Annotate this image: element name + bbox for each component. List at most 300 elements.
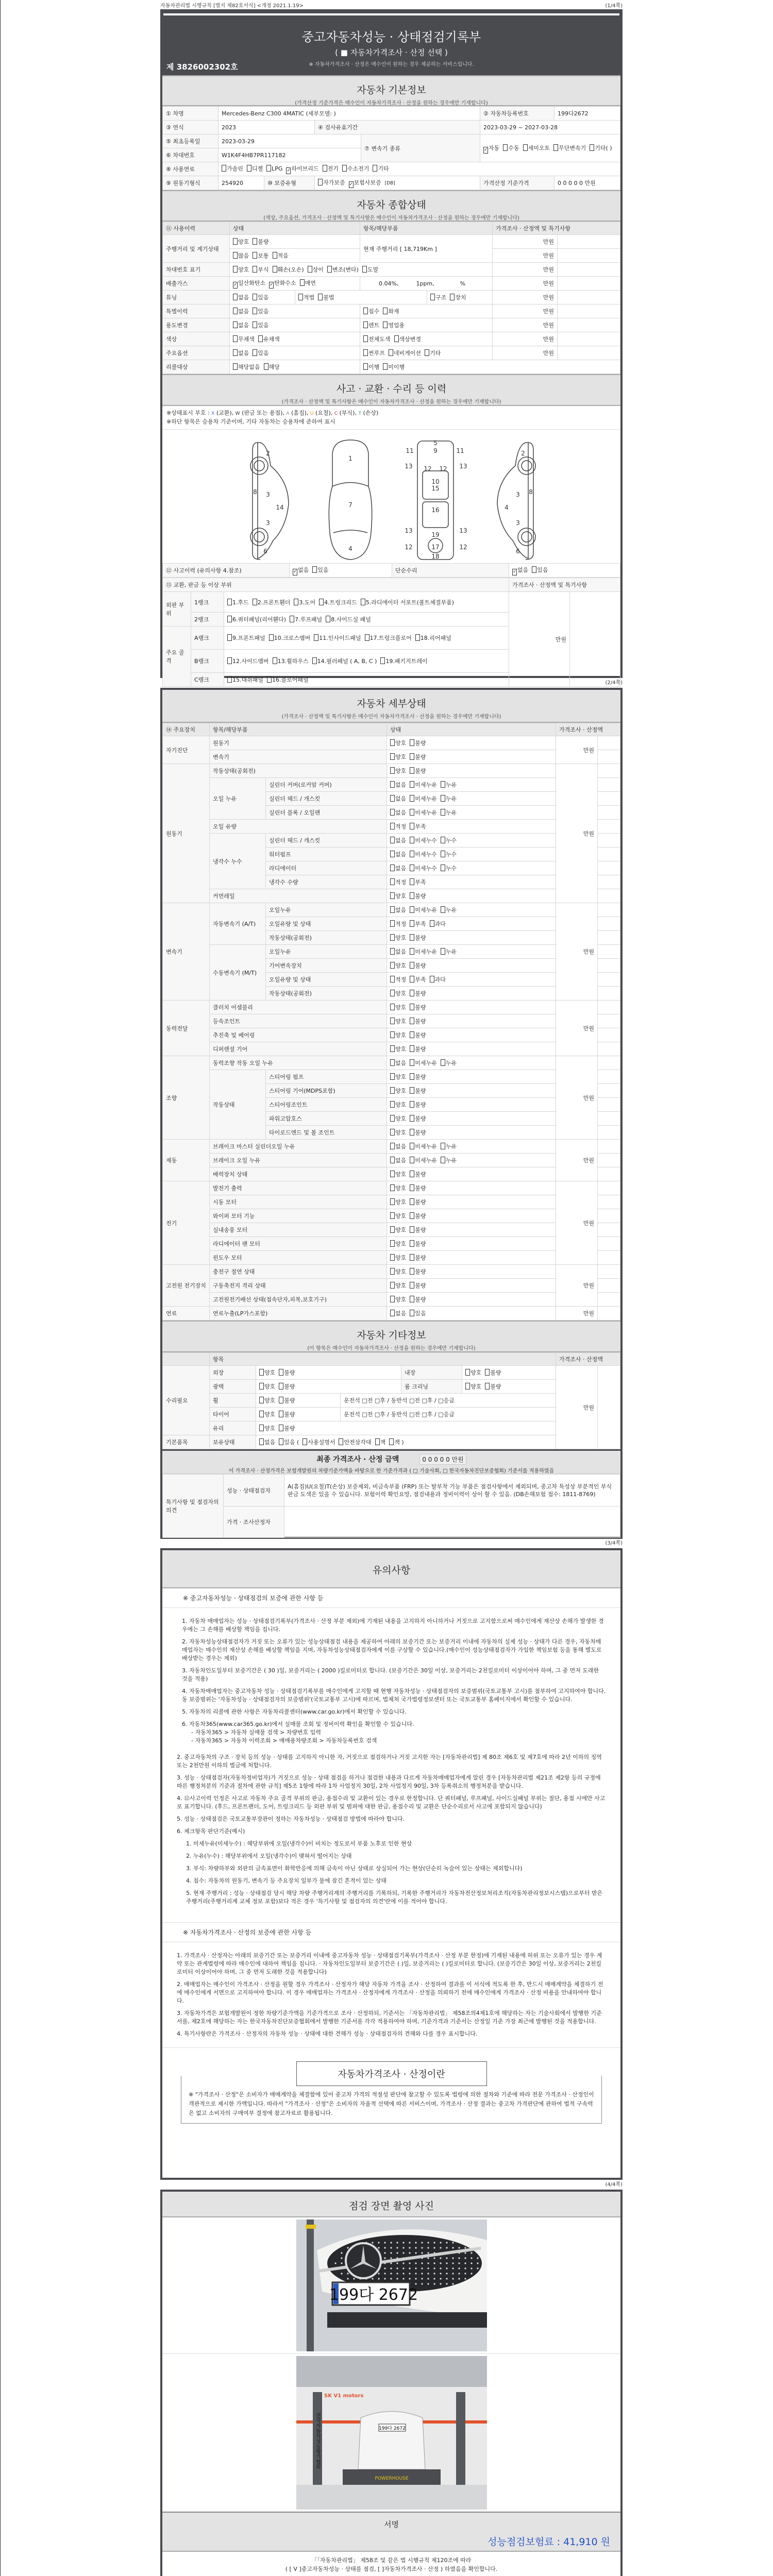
checkbox-option[interactable] xyxy=(410,1087,426,1095)
checkbox-icon[interactable] xyxy=(342,165,347,172)
checkbox-option[interactable] xyxy=(222,164,243,173)
checkbox-icon[interactable] xyxy=(222,165,226,172)
checkbox-option[interactable] xyxy=(373,164,389,173)
checkbox-icon[interactable] xyxy=(390,767,395,774)
checkbox-option[interactable] xyxy=(273,251,289,260)
checkbox-option[interactable] xyxy=(410,1114,426,1123)
checkbox-option[interactable] xyxy=(430,920,446,928)
checkbox-option[interactable] xyxy=(365,634,412,642)
checkbox-icon[interactable] xyxy=(410,1101,414,1108)
checkbox-icon[interactable] xyxy=(233,294,238,300)
checkbox-option[interactable] xyxy=(273,265,304,274)
checkbox-option[interactable] xyxy=(410,1017,426,1025)
checkbox-icon[interactable] xyxy=(410,837,414,843)
checkbox-icon[interactable] xyxy=(485,1383,490,1389)
checkbox-icon[interactable] xyxy=(227,599,232,605)
checkbox-option[interactable] xyxy=(390,1198,406,1206)
checkbox-icon[interactable] xyxy=(253,252,257,259)
checkbox-icon[interactable] xyxy=(312,657,317,664)
checkbox-icon[interactable] xyxy=(259,1383,264,1389)
checkbox-option[interactable] xyxy=(363,349,385,357)
checkbox-option[interactable] xyxy=(390,836,406,844)
checkbox-icon[interactable] xyxy=(590,144,594,151)
checkbox-option[interactable] xyxy=(294,598,315,606)
checkbox-option[interactable] xyxy=(410,1267,426,1276)
checkbox-option[interactable] xyxy=(523,143,550,154)
checkbox-icon[interactable] xyxy=(390,837,395,843)
checkbox-icon[interactable] xyxy=(318,179,323,185)
checkbox-icon[interactable] xyxy=(410,865,414,871)
checkbox-icon[interactable] xyxy=(253,266,257,273)
checkbox-icon[interactable] xyxy=(441,1157,445,1163)
checkbox-icon[interactable] xyxy=(410,990,414,996)
checkbox-option[interactable] xyxy=(233,238,249,246)
checkbox-icon[interactable] xyxy=(279,1369,283,1376)
checkbox-option[interactable] xyxy=(363,307,379,315)
checkbox-icon[interactable] xyxy=(430,976,434,982)
checkbox-icon[interactable] xyxy=(363,335,368,342)
checkbox-icon[interactable] xyxy=(503,144,508,151)
checkbox-option[interactable] xyxy=(390,1017,406,1025)
checkbox-option[interactable] xyxy=(259,1368,275,1377)
checkbox-option[interactable] xyxy=(390,1267,406,1276)
checkbox-option[interactable] xyxy=(441,850,457,858)
checkbox-icon[interactable] xyxy=(390,962,395,969)
checkbox-option[interactable] xyxy=(389,1438,404,1446)
checkbox-icon[interactable] xyxy=(318,294,323,300)
checkbox-icon[interactable] xyxy=(390,1115,395,1122)
checkbox-icon[interactable] xyxy=(253,308,257,314)
checkbox-option[interactable] xyxy=(415,634,451,642)
checkbox-option[interactable] xyxy=(441,836,457,844)
checkbox-icon[interactable] xyxy=(532,566,536,573)
checkbox-icon[interactable] xyxy=(363,308,368,314)
checkbox-icon[interactable] xyxy=(410,1254,414,1261)
checkbox-option[interactable] xyxy=(390,961,406,970)
checkbox-icon[interactable] xyxy=(390,1129,395,1136)
checkbox-icon[interactable] xyxy=(441,1059,445,1066)
checkbox-option[interactable] xyxy=(259,1424,275,1432)
checkbox-option[interactable] xyxy=(253,349,268,357)
checkbox-icon[interactable] xyxy=(410,767,414,774)
checkbox-icon[interactable] xyxy=(390,976,395,982)
checkbox-icon[interactable] xyxy=(410,976,414,982)
checkbox-option[interactable] xyxy=(253,251,268,260)
checkbox-icon[interactable] xyxy=(375,1438,380,1445)
checkbox-icon[interactable] xyxy=(308,266,312,273)
checkbox-option[interactable] xyxy=(227,657,269,665)
checkbox-icon[interactable] xyxy=(441,906,445,913)
checkbox-option[interactable] xyxy=(269,634,311,642)
checkbox-icon[interactable] xyxy=(410,1212,414,1219)
checkbox-icon[interactable] xyxy=(441,1143,445,1149)
checkbox-option[interactable] xyxy=(410,878,426,886)
checkbox-icon[interactable] xyxy=(259,1397,264,1403)
checkbox-icon[interactable] xyxy=(410,1268,414,1275)
checkbox-option[interactable] xyxy=(410,850,437,858)
checkbox-option[interactable] xyxy=(259,1382,275,1391)
checkbox-icon[interactable] xyxy=(410,1157,414,1163)
checkbox-icon[interactable] xyxy=(390,739,395,746)
checkbox-icon[interactable] xyxy=(441,948,445,955)
checkbox-option[interactable] xyxy=(390,781,406,789)
checkbox-icon[interactable] xyxy=(425,349,429,356)
checkbox-icon[interactable] xyxy=(233,349,238,356)
checkbox-option[interactable] xyxy=(410,822,426,831)
checkbox-option[interactable] xyxy=(233,307,249,315)
checkbox-icon[interactable] xyxy=(390,1018,395,1024)
checkbox-option[interactable] xyxy=(465,1382,481,1391)
checkbox-option[interactable] xyxy=(430,293,446,301)
checkbox-icon[interactable] xyxy=(300,279,305,286)
checkbox-option[interactable] xyxy=(390,975,406,984)
checkbox-icon[interactable] xyxy=(410,1198,414,1205)
checkbox-option[interactable] xyxy=(318,178,345,187)
checkbox-icon[interactable] xyxy=(390,1143,395,1149)
checkbox-option[interactable] xyxy=(380,657,427,665)
checkbox-icon[interactable] xyxy=(390,795,395,802)
checkbox-icon[interactable] xyxy=(410,1184,414,1191)
checkbox-icon[interactable] xyxy=(410,781,414,788)
checkbox-option[interactable] xyxy=(390,1170,406,1178)
checkbox-icon[interactable] xyxy=(410,823,414,829)
checkbox-option[interactable] xyxy=(390,1281,406,1290)
checkbox-option[interactable] xyxy=(300,279,316,287)
checkbox-icon[interactable] xyxy=(390,1240,395,1247)
checkbox-icon[interactable] xyxy=(410,906,414,913)
checkbox-option[interactable] xyxy=(298,293,314,301)
checkbox-icon[interactable] xyxy=(410,1296,414,1302)
checkbox-icon[interactable] xyxy=(430,294,435,300)
checkbox-icon[interactable] xyxy=(253,349,257,356)
checkbox-option[interactable] xyxy=(349,178,381,188)
checkbox-option[interactable] xyxy=(323,164,339,173)
checkbox-icon[interactable] xyxy=(410,753,414,760)
checkbox-icon[interactable] xyxy=(390,920,395,927)
checkbox-option[interactable] xyxy=(390,739,406,747)
checkbox-icon[interactable] xyxy=(485,1369,490,1376)
checkbox-option[interactable] xyxy=(394,335,422,343)
checkbox-icon[interactable] xyxy=(327,266,332,273)
checkbox-icon[interactable] xyxy=(390,1045,395,1052)
checkbox-icon[interactable] xyxy=(410,1004,414,1010)
checkbox-icon[interactable] xyxy=(233,252,238,259)
checkbox-icon[interactable] xyxy=(410,1226,414,1233)
checkbox-icon[interactable] xyxy=(319,599,324,605)
checkbox-icon[interactable] xyxy=(390,990,395,996)
checkbox-option[interactable] xyxy=(312,566,328,574)
checkbox-option[interactable] xyxy=(410,808,437,817)
checkbox-option[interactable] xyxy=(485,1382,501,1391)
checkbox-icon[interactable] xyxy=(390,948,395,955)
checkbox-icon[interactable] xyxy=(410,1115,414,1122)
checkbox-option[interactable] xyxy=(247,164,263,173)
checkbox-option[interactable] xyxy=(279,1382,295,1391)
checkbox-option[interactable] xyxy=(441,781,457,789)
checkbox-icon[interactable] xyxy=(269,634,274,641)
checkbox-option[interactable] xyxy=(390,1100,406,1109)
checkbox-icon[interactable] xyxy=(390,1073,395,1080)
checkbox-checked-icon[interactable]: ✓ xyxy=(233,282,238,287)
checkbox-icon[interactable] xyxy=(390,1212,395,1219)
checkbox-option[interactable] xyxy=(390,1128,406,1137)
checkbox-option[interactable] xyxy=(410,1198,426,1206)
checkbox-option[interactable] xyxy=(339,1438,371,1446)
checkbox-option[interactable] xyxy=(390,1240,406,1248)
checkbox-icon[interactable] xyxy=(390,781,395,788)
checkbox-checked-icon[interactable]: ✓ xyxy=(513,569,517,574)
checkbox-icon[interactable] xyxy=(410,1018,414,1024)
checkbox-option[interactable] xyxy=(390,989,406,997)
checkbox-icon[interactable] xyxy=(410,1087,414,1094)
checkbox-option[interactable] xyxy=(410,1142,437,1150)
checkbox-option[interactable] xyxy=(410,1309,426,1317)
checkbox-option[interactable] xyxy=(410,920,426,928)
checkbox-icon[interactable] xyxy=(390,851,395,857)
checkbox-icon[interactable] xyxy=(410,739,414,746)
checkbox-option[interactable] xyxy=(390,864,406,872)
checkbox-icon[interactable] xyxy=(410,1073,414,1080)
checkbox-icon[interactable] xyxy=(363,363,368,370)
checkbox-icon[interactable] xyxy=(253,599,257,605)
checkbox-option[interactable] xyxy=(253,265,268,274)
checkbox-icon[interactable] xyxy=(279,1383,283,1389)
checkbox-option[interactable] xyxy=(253,238,268,246)
checkbox-option[interactable] xyxy=(390,1059,406,1067)
checkbox-option[interactable] xyxy=(390,1114,406,1123)
checkbox-option[interactable] xyxy=(390,906,406,914)
checkbox-option[interactable] xyxy=(410,892,426,900)
checkbox-icon[interactable] xyxy=(390,1226,395,1233)
checkbox-icon[interactable] xyxy=(253,238,257,245)
checkbox-option[interactable] xyxy=(390,794,406,803)
checkbox-icon[interactable] xyxy=(390,1059,395,1066)
checkbox-option[interactable] xyxy=(253,293,268,301)
checkbox-option[interactable] xyxy=(233,251,249,260)
checkbox-icon[interactable] xyxy=(410,1171,414,1177)
checkbox-icon[interactable] xyxy=(390,1171,395,1177)
checkbox-icon[interactable] xyxy=(259,1425,264,1431)
checkbox-option[interactable] xyxy=(390,808,406,817)
checkbox-option[interactable] xyxy=(441,1156,457,1164)
checkbox-icon[interactable] xyxy=(365,634,369,641)
checkbox-option[interactable] xyxy=(375,1438,386,1446)
checkbox-option[interactable] xyxy=(410,1226,426,1234)
checkbox-option[interactable] xyxy=(410,1281,426,1290)
checkbox-option[interactable] xyxy=(361,598,454,606)
checkbox-icon[interactable] xyxy=(390,1268,395,1275)
checkbox-icon[interactable] xyxy=(233,335,238,342)
checkbox-option[interactable] xyxy=(314,634,361,642)
checkbox-icon[interactable] xyxy=(290,616,294,622)
checkbox-icon[interactable] xyxy=(390,1198,395,1205)
checkbox-icon[interactable] xyxy=(233,363,238,370)
checkbox-checked-icon[interactable]: ✓ xyxy=(270,282,274,287)
checkbox-icon[interactable] xyxy=(390,809,395,816)
checkbox-option[interactable] xyxy=(441,864,457,872)
checkbox-option[interactable] xyxy=(233,335,255,343)
checkbox-option[interactable] xyxy=(410,906,437,914)
checkbox-option[interactable] xyxy=(390,1226,406,1234)
checkbox-icon[interactable] xyxy=(394,335,399,342)
checkbox-icon[interactable] xyxy=(294,599,298,605)
checkbox-checked-icon[interactable]: ✓ xyxy=(349,181,354,187)
checkbox-option[interactable] xyxy=(233,349,249,357)
checkbox-option[interactable] xyxy=(279,1396,295,1404)
checkbox-icon[interactable] xyxy=(390,1157,395,1163)
checkbox-option[interactable] xyxy=(410,1156,437,1164)
checkbox-icon[interactable] xyxy=(303,1438,307,1445)
checkbox-option[interactable] xyxy=(253,307,268,315)
checkbox-icon[interactable] xyxy=(389,349,393,356)
checkbox-icon[interactable] xyxy=(233,266,238,273)
checkbox-option[interactable] xyxy=(390,753,406,761)
checkbox-checked-icon[interactable]: ✓ xyxy=(484,147,488,152)
checkbox-icon[interactable] xyxy=(266,165,271,172)
checkbox-icon[interactable] xyxy=(441,781,445,788)
checkbox-icon[interactable] xyxy=(247,165,251,172)
checkbox-option[interactable] xyxy=(293,566,309,575)
checkbox-option[interactable] xyxy=(319,598,357,606)
checkbox-icon[interactable] xyxy=(523,144,528,151)
checkbox-option[interactable] xyxy=(390,1045,406,1053)
checkbox-option[interactable] xyxy=(410,961,426,970)
checkbox-option[interactable] xyxy=(253,321,268,329)
checkbox-icon[interactable] xyxy=(465,1383,470,1389)
checkbox-option[interactable] xyxy=(390,934,406,942)
checkbox-icon[interactable] xyxy=(279,1397,283,1403)
checkbox-icon[interactable] xyxy=(363,349,368,356)
checkbox-icon[interactable] xyxy=(390,1282,395,1289)
checkbox-option[interactable] xyxy=(532,566,548,574)
checkbox-icon[interactable] xyxy=(233,321,238,328)
checkbox-option[interactable] xyxy=(279,1410,295,1418)
checkbox-option[interactable] xyxy=(227,598,249,606)
checkbox-icon[interactable] xyxy=(410,809,414,816)
checkbox-option[interactable] xyxy=(390,767,406,775)
checkbox-option[interactable] xyxy=(326,615,371,623)
checkbox-icon[interactable] xyxy=(441,851,445,857)
checkbox-icon[interactable] xyxy=(430,920,434,927)
checkbox-option[interactable] xyxy=(390,878,406,886)
checkbox-icon[interactable] xyxy=(410,1143,414,1149)
checkbox-option[interactable] xyxy=(430,975,446,984)
checkbox-option[interactable] xyxy=(410,975,426,984)
checkbox-icon[interactable] xyxy=(450,294,455,300)
checkbox-option[interactable] xyxy=(441,1142,457,1150)
checkbox-icon[interactable] xyxy=(253,294,257,300)
checkbox-option[interactable] xyxy=(233,293,249,301)
checkbox-option[interactable] xyxy=(390,850,406,858)
checkbox-icon[interactable] xyxy=(410,1310,414,1316)
checkbox-option[interactable] xyxy=(233,321,249,329)
checkbox-icon[interactable] xyxy=(279,1411,283,1417)
checkbox-option[interactable] xyxy=(390,947,406,956)
checkbox-option[interactable] xyxy=(410,1073,426,1081)
checkbox-option[interactable] xyxy=(410,1031,426,1039)
checkbox-option[interactable] xyxy=(390,920,406,928)
checkbox-option[interactable] xyxy=(383,321,405,329)
checkbox-icon[interactable] xyxy=(465,1369,470,1376)
checkbox-icon[interactable] xyxy=(363,321,368,328)
checkbox-icon[interactable] xyxy=(312,566,317,573)
checkbox-option[interactable] xyxy=(483,143,499,154)
checkbox-option[interactable] xyxy=(258,335,280,343)
checkbox-icon[interactable] xyxy=(390,934,395,941)
checkbox-icon[interactable] xyxy=(390,1087,395,1094)
checkbox-option[interactable] xyxy=(410,767,426,775)
checkbox-option[interactable] xyxy=(410,1059,437,1067)
checkbox-option[interactable] xyxy=(425,349,441,357)
checkbox-option[interactable] xyxy=(410,989,426,997)
checkbox-option[interactable] xyxy=(390,1309,406,1317)
checkbox-icon[interactable] xyxy=(390,1184,395,1191)
checkbox-option[interactable] xyxy=(410,934,426,942)
checkbox-option[interactable] xyxy=(390,822,406,831)
checkbox-option[interactable] xyxy=(342,164,369,173)
checkbox-option[interactable] xyxy=(363,335,391,343)
checkbox-icon[interactable] xyxy=(410,1129,414,1136)
checkbox-option[interactable] xyxy=(410,947,437,956)
checkbox-option[interactable] xyxy=(410,1253,426,1262)
checkbox-option[interactable] xyxy=(390,1142,406,1150)
checkbox-icon[interactable] xyxy=(227,657,232,664)
checkbox-checked-icon[interactable]: ✓ xyxy=(293,569,297,574)
checkbox-option[interactable] xyxy=(273,657,309,665)
checkbox-option[interactable] xyxy=(410,1128,426,1137)
checkbox-icon[interactable] xyxy=(279,1438,283,1445)
checkbox-option[interactable] xyxy=(410,1003,426,1011)
checkbox-icon[interactable] xyxy=(410,1282,414,1289)
checkbox-option[interactable] xyxy=(233,279,265,289)
checkbox-option[interactable] xyxy=(485,1368,501,1377)
checkbox-option[interactable] xyxy=(410,864,437,872)
checkbox-option[interactable] xyxy=(410,1045,426,1053)
checkbox-icon[interactable] xyxy=(314,634,318,641)
checkbox-option[interactable] xyxy=(362,265,378,274)
checkbox-icon[interactable] xyxy=(410,878,414,885)
checkbox-option[interactable] xyxy=(383,307,399,315)
checkbox-icon[interactable] xyxy=(383,363,388,370)
checkbox-icon[interactable] xyxy=(339,1438,343,1445)
checkbox-option[interactable] xyxy=(363,363,379,371)
checkbox-icon[interactable] xyxy=(390,1310,395,1316)
checkbox-icon[interactable] xyxy=(410,1240,414,1247)
checkbox-option[interactable] xyxy=(410,794,437,803)
checkbox-option[interactable] xyxy=(410,739,426,747)
checkbox-icon[interactable] xyxy=(361,599,365,605)
checkbox-option[interactable] xyxy=(389,349,421,357)
checkbox-icon[interactable] xyxy=(383,308,388,314)
checkbox-icon[interactable] xyxy=(415,634,420,641)
checkbox-option[interactable] xyxy=(441,808,457,817)
checkbox-option[interactable] xyxy=(441,1059,457,1067)
checkbox-option[interactable] xyxy=(390,1184,406,1192)
checkbox-option[interactable] xyxy=(441,947,457,956)
checkbox-checked-icon[interactable]: ✓ xyxy=(287,167,291,173)
checkbox-option[interactable] xyxy=(390,1087,406,1095)
checkbox-option[interactable] xyxy=(390,1003,406,1011)
checkbox-icon[interactable] xyxy=(390,865,395,871)
checkbox-icon[interactable] xyxy=(410,1045,414,1052)
checkbox-icon[interactable] xyxy=(390,892,395,899)
checkbox-option[interactable] xyxy=(410,1240,426,1248)
checkbox-option[interactable] xyxy=(266,165,282,172)
checkbox-icon[interactable] xyxy=(383,321,388,328)
checkbox-icon[interactable] xyxy=(264,363,268,370)
checkbox-icon[interactable] xyxy=(410,795,414,802)
checkbox-icon[interactable] xyxy=(410,1031,414,1038)
